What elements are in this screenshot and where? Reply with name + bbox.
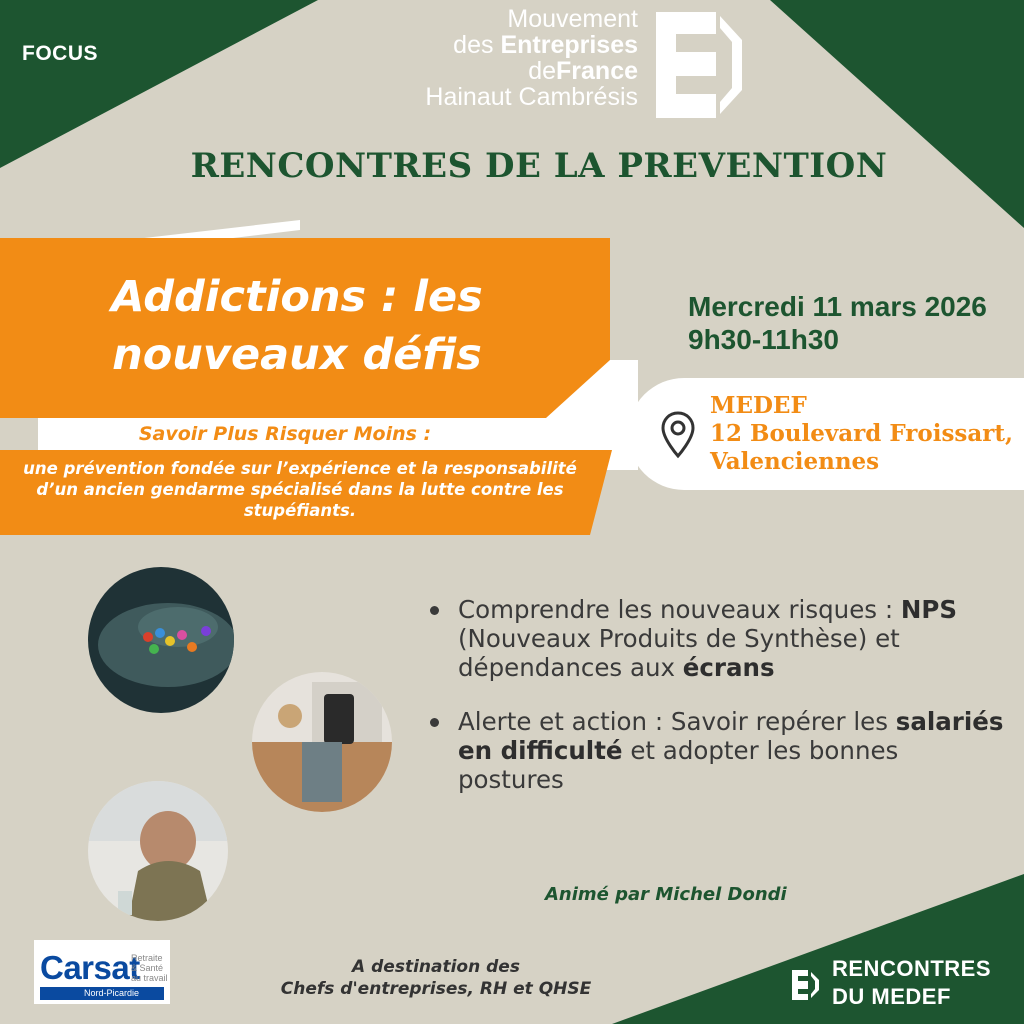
photo-phone-user [252, 672, 392, 812]
carsat-tagline: Retraite & Santé au travail [131, 953, 168, 983]
photo-pills-in-hand [88, 567, 234, 713]
location-text [710, 392, 1013, 476]
event-time: 9h30-11h30 [688, 324, 839, 355]
medef-logo-text [425, 6, 638, 110]
location-street: 12 Boulevard Froissart, [710, 420, 1014, 447]
medef-mark-icon [792, 970, 820, 1000]
photo-stressed-person [88, 781, 228, 921]
topics-list [428, 595, 1008, 819]
logo-line-2: des Entreprises [453, 31, 638, 59]
page-headline: RENCONTRES DE LA PREVENTION [190, 146, 888, 186]
event-day: Mercredi 11 mars 2026 [688, 291, 987, 322]
location-name: MEDEF [710, 392, 807, 419]
list-item: Alerte et action : Savoir repérer les salariés en difficulté et adopter les bonnes postures [428, 707, 1008, 794]
list-item: Comprendre les nouveaux risques : NPS (Nouveaux Produits de Synthèse) et dépendances aux écrans [428, 595, 1008, 682]
carsat-region: Nord-Picardie [40, 987, 164, 1000]
logo-line-1: Mouvement [507, 5, 638, 33]
logo-line-4: Hainaut Cambrésis [425, 83, 638, 111]
event-subtitle: Savoir Plus Risquer Moins : [138, 423, 432, 445]
map-pin-icon [660, 410, 696, 460]
location-city: Valenciennes [710, 448, 880, 475]
rencontres-du-medef-brand: RENCONTRES DU MEDEF [832, 956, 992, 1009]
event-date [688, 290, 987, 356]
logo-line-3: deFrance [528, 57, 638, 85]
event-title: Addictions : les nouveaux défis [111, 272, 483, 380]
host-credit: Animé par Michel Dondi [545, 884, 787, 905]
carsat-name: Carsat [40, 949, 140, 986]
focus-label: FOCUS [22, 42, 98, 65]
medef-logo-mark-icon [654, 10, 750, 122]
event-description: une prévention fondée sur l’expérience et la responsabilité d’un ancien gendarme spécialisé dans la lutte contre les stupéfiants. [23, 459, 577, 520]
target-audience: A destination des Chefs d'entreprises, RH et QHSE [280, 957, 592, 999]
